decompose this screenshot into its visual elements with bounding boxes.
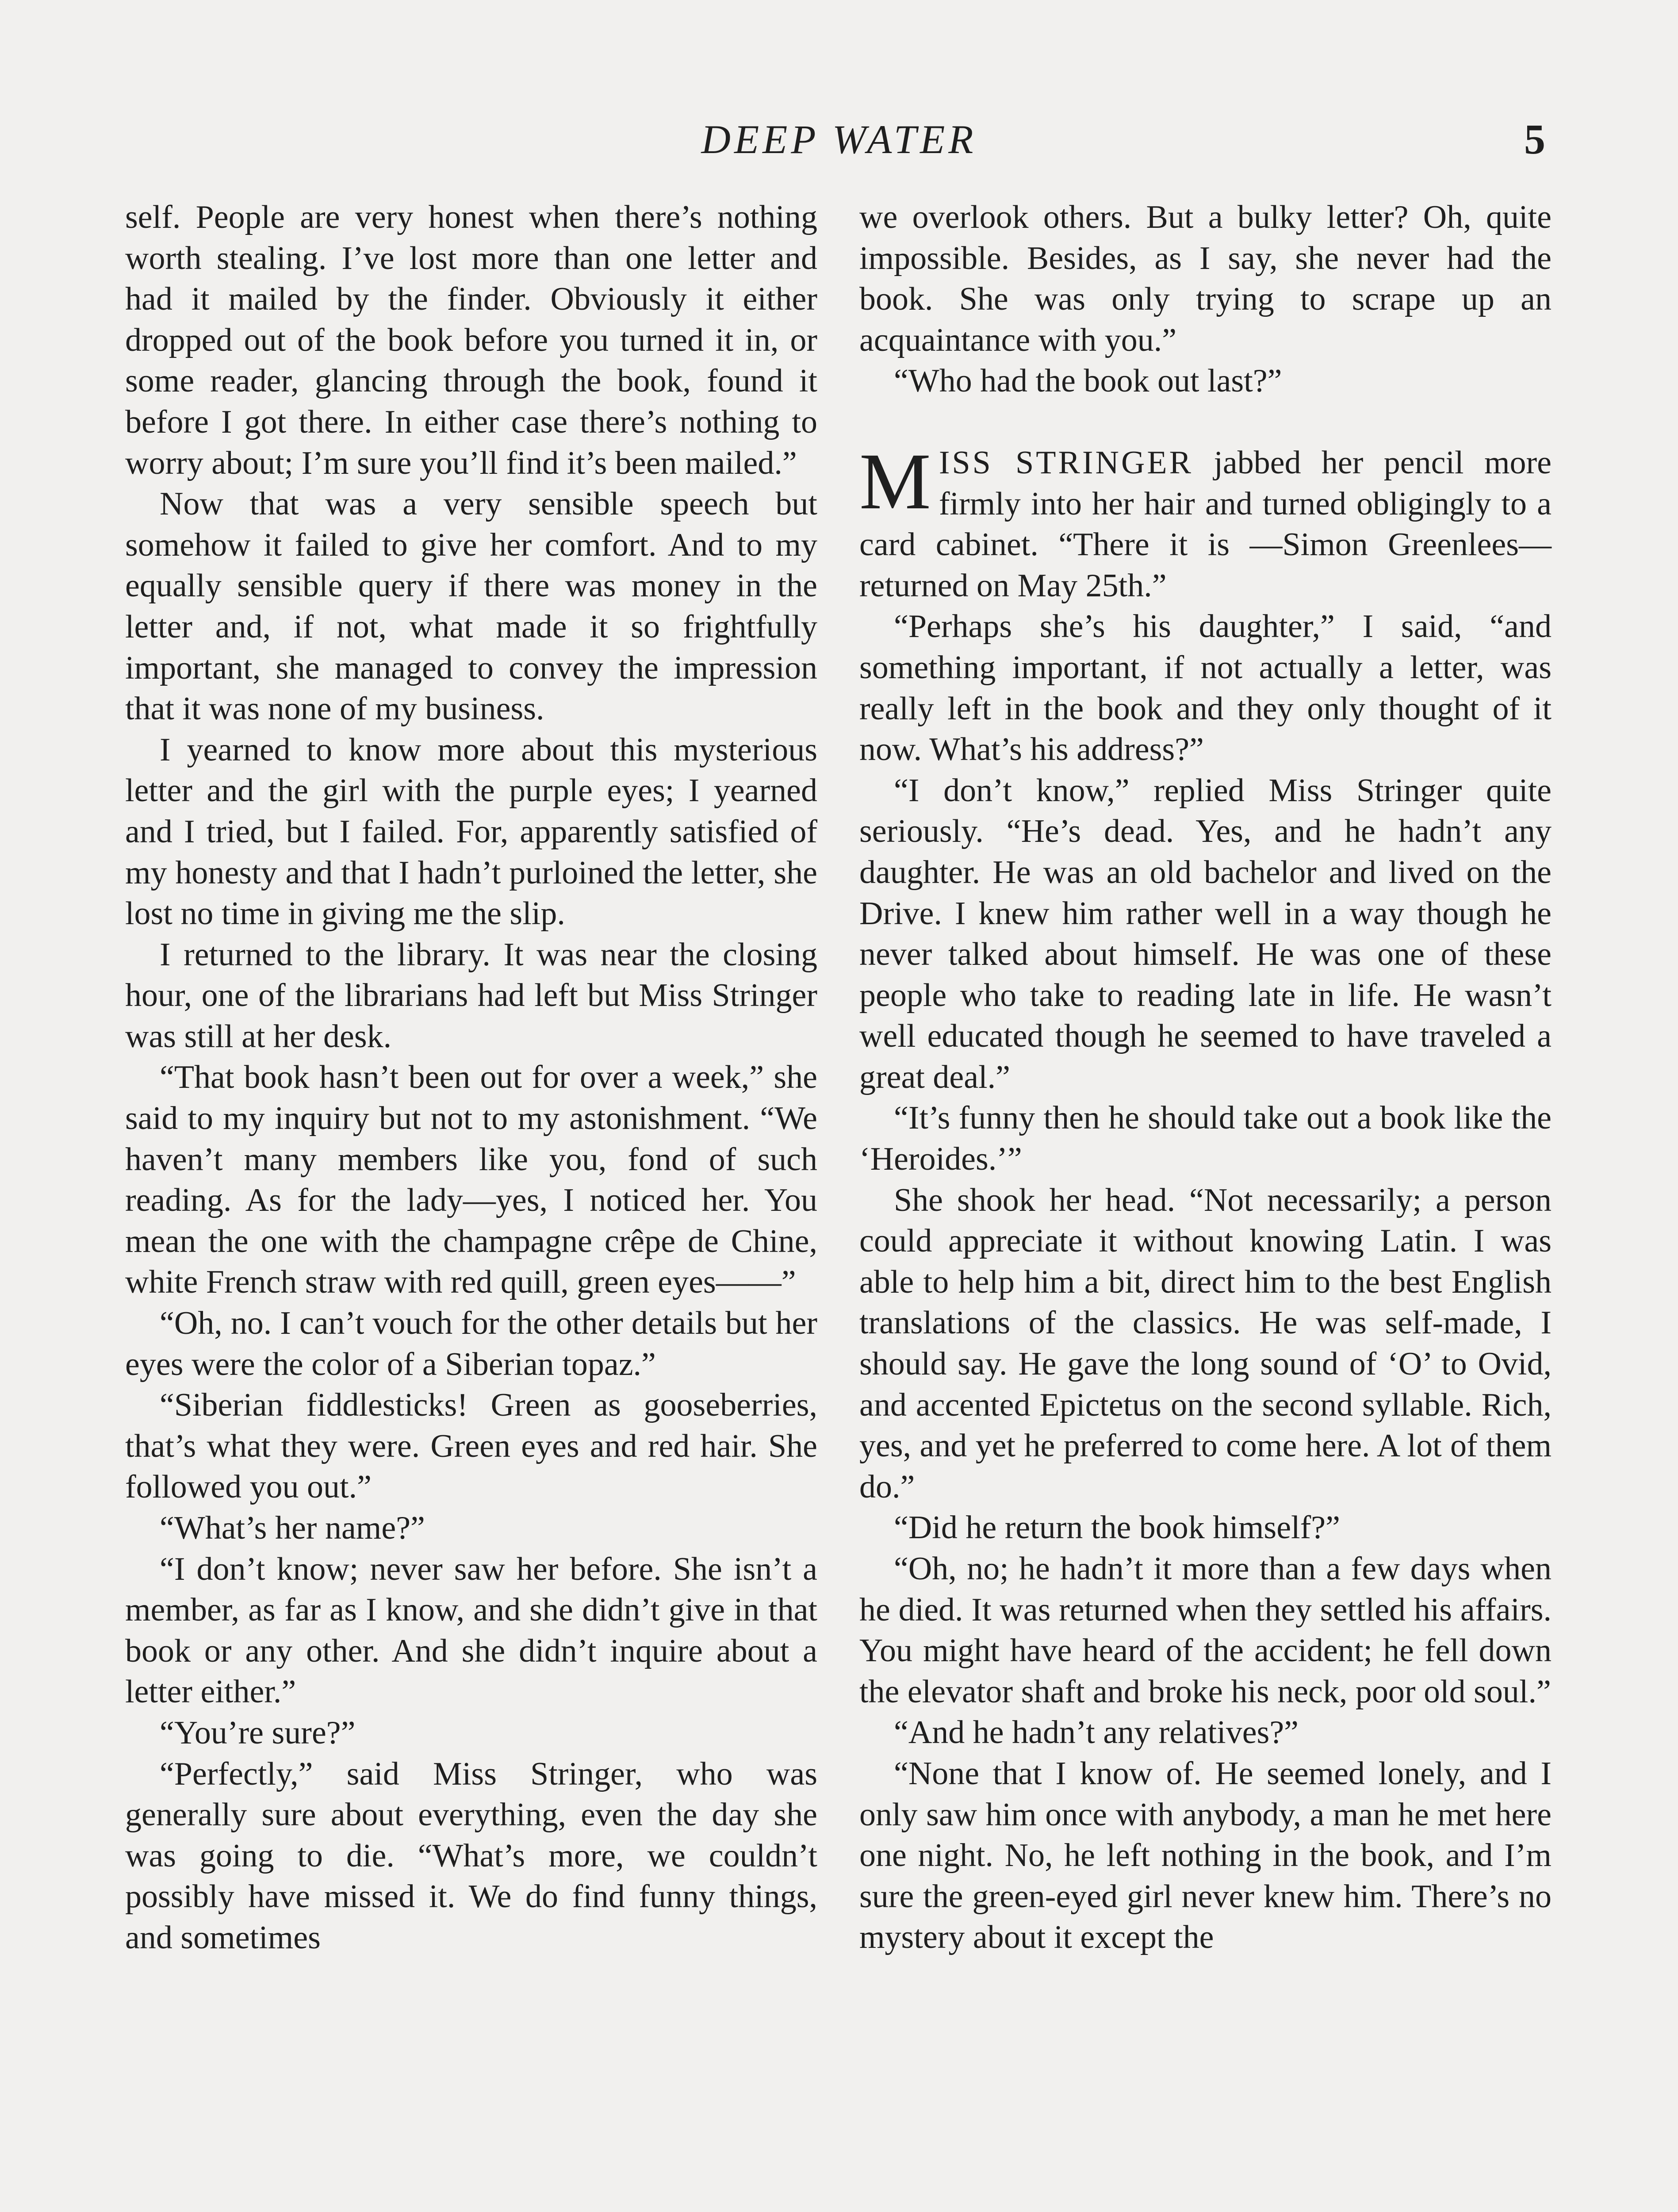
paragraph: “And he hadn’t any relatives?” — [894, 1714, 1299, 1751]
paragraph: “I don’t know,” replied Miss Stringer quite seriously. “He’s dead. Yes, and he hadn’t any daughter. He was an old bachelor and lived on the Drive. I knew him rather well in a way though he never talked about himself. He was one of these people who take to reading late in life. He wasn’t well educated though he seemed to have traveled a great deal.” — [859, 772, 1552, 1095]
right-column — [859, 197, 1552, 1958]
page-number: 5 — [1524, 115, 1545, 163]
paragraph: Now that was a very sensible speech but somehow it failed to give her comfort. And to my equally sensible query if there was money in the letter and, if not, what made it so frightfully important, she managed to convey the impression that it was none of my business. — [125, 486, 817, 727]
paragraph: “I don’t know; never saw her before. She isn’t a member, as far as I know, and she didn’t give in that book or any other. And she didn’t inquire about a letter either.” — [125, 1551, 817, 1710]
paragraph: “It’s funny then he should take out a book like the ‘Heroides.’” — [859, 1100, 1552, 1178]
paragraph: I yearned to know more about this mysterious letter and the girl with the purple eyes; I yearned and I tried, but I failed. For, apparently satisfied of my honesty and that I hadn’t purloined the letter, she lost no time in giving me the slip. — [125, 731, 817, 932]
running-header — [0, 111, 1678, 168]
paragraph: “You’re sure?” — [160, 1714, 356, 1751]
section-opening-paragraph — [859, 437, 1552, 606]
left-column — [125, 197, 817, 1959]
paragraph: “Perhaps she’s his daughter,” I said, “and something important, if not actually a letter, was really left in the book and they only thought of it now. What’s his address?” — [859, 608, 1552, 768]
paragraph: “Perfectly,” said Miss Stringer, who was generally sure about everything, even the day she was going to die. “What’s more, we couldn’t possibly have missed it. We do find funny things, and sometimes — [125, 1755, 817, 1956]
running-title: DEEP WATER — [701, 117, 977, 162]
paragraph: I returned to the library. It was near the closing hour, one of the librarians had left but Miss Stringer was still at her desk. — [125, 936, 817, 1055]
paragraph: “That book hasn’t been out for over a week,” she said to my inquiry but not to my astonishment. “We haven’t many members like you, fond of such reading. As for the lady—yes, I noticed her. You mean the one with the champagne crêpe de Chine, white French straw with red quill, green eyes——” — [125, 1059, 817, 1301]
paragraph: “What’s her name?” — [160, 1510, 425, 1546]
paragraph: She shook her head. “Not necessarily; a person could appreciate it without knowing Latin. I was able to help him a bit, direct him to the best English translations of the classics. He was self-made, I should say. He gave the long sound of ‘O’ to Ovid, and accented Epictetus on the second syllable. Rich, yes, and yet he preferred to come here. A lot of them do.” — [859, 1182, 1552, 1505]
paragraph: “None that I know of. He seemed lonely, and I only saw him once with anybody, a man he met here one night. No, he left nothing in the book, and I’m sure the green-eyed girl never knew him. There’s no mystery about it except the — [859, 1755, 1552, 1956]
drop-cap: M — [859, 437, 931, 526]
paragraph: we overlook others. But a bulky letter? Oh, quite impossible. Besides, as I say, she never had the book. She was only trying to scrape up an acquaintance with you.” — [859, 199, 1552, 358]
paragraph: “Oh, no. I can’t vouch for the other details but her eyes were the color of a Siberian topaz.” — [125, 1305, 817, 1382]
section-opening-text: jabbed her pencil more firmly into her hair and turned obligingly to a card cabinet. “There it is —Simon Greenlees—returned on May 25th.” — [859, 444, 1552, 604]
small-caps-lead: ISS STRINGER — [939, 444, 1193, 481]
paragraph: “Who had the book out last?” — [894, 363, 1282, 399]
paragraph: “Oh, no; he hadn’t it more than a few days when he died. It was returned when they settled his affairs. You might have heard of the accident; he fell down the elevator shaft and broke his neck, poor old soul.” — [859, 1551, 1552, 1710]
paragraph: self. People are very honest when there’s nothing worth stealing. I’ve lost more than one letter and had it mailed by the finder. Obviously it either dropped out of the book before you turned it in, or some reader, glancing through the book, found it before I got there. In either case there’s nothing to worry about; I’m sure you’ll find it’s been mailed.” — [125, 199, 817, 481]
paragraph: “Siberian fiddlesticks! Green as gooseberries, that’s what they were. Green eyes and red hair. She followed you out.” — [125, 1387, 817, 1505]
paragraph: “Did he return the book himself?” — [894, 1509, 1340, 1546]
